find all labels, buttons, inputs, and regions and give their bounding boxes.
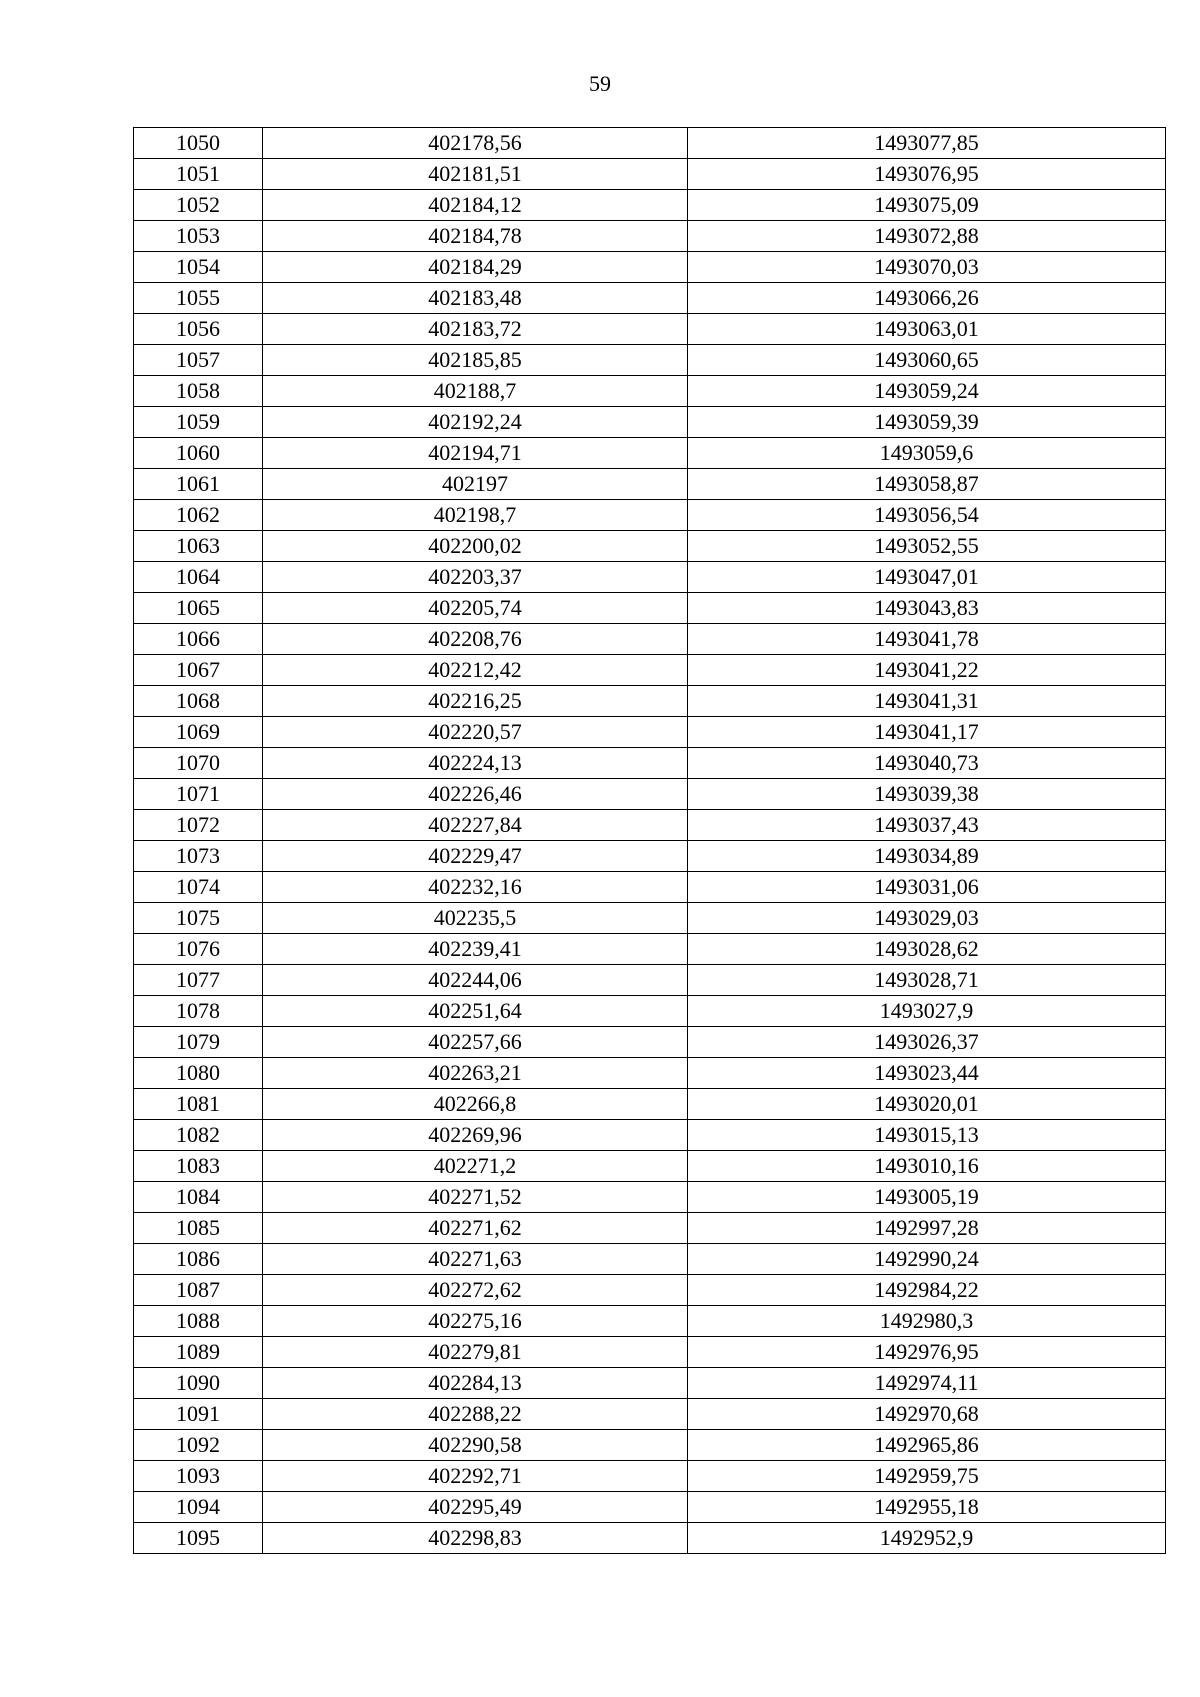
table-row — [134, 655, 1166, 686]
y-coordinate-cell: 1493056,54 — [688, 500, 1166, 531]
x-coordinate-cell: 402271,2 — [263, 1151, 688, 1182]
table-row — [134, 1461, 1166, 1492]
y-coordinate-cell: 1493047,01 — [688, 562, 1166, 593]
y-coordinate-cell: 1493070,03 — [688, 252, 1166, 283]
table-row — [134, 686, 1166, 717]
y-coordinate-cell: 1493015,13 — [688, 1120, 1166, 1151]
point-number-cell: 1086 — [134, 1244, 263, 1275]
y-coordinate-cell: 1493075,09 — [688, 190, 1166, 221]
y-coordinate-cell: 1493072,88 — [688, 221, 1166, 252]
table-row — [134, 1306, 1166, 1337]
table-row — [134, 221, 1166, 252]
y-coordinate-cell: 1492955,18 — [688, 1492, 1166, 1523]
point-number-cell: 1056 — [134, 314, 263, 345]
point-number-cell: 1059 — [134, 407, 263, 438]
table-row — [134, 1275, 1166, 1306]
table-row — [134, 1430, 1166, 1461]
point-number-cell: 1074 — [134, 872, 263, 903]
point-number-cell: 1064 — [134, 562, 263, 593]
table-row — [134, 252, 1166, 283]
x-coordinate-cell: 402181,51 — [263, 159, 688, 190]
point-number-cell: 1093 — [134, 1461, 263, 1492]
y-coordinate-cell: 1493059,24 — [688, 376, 1166, 407]
y-coordinate-cell: 1493063,01 — [688, 314, 1166, 345]
table-row — [134, 531, 1166, 562]
y-coordinate-cell: 1493029,03 — [688, 903, 1166, 934]
table-row — [134, 345, 1166, 376]
y-coordinate-cell: 1493066,26 — [688, 283, 1166, 314]
x-coordinate-cell: 402194,71 — [263, 438, 688, 469]
x-coordinate-cell: 402227,84 — [263, 810, 688, 841]
table-row — [134, 562, 1166, 593]
point-number-cell: 1081 — [134, 1089, 263, 1120]
x-coordinate-cell: 402257,66 — [263, 1027, 688, 1058]
point-number-cell: 1078 — [134, 996, 263, 1027]
x-coordinate-cell: 402188,7 — [263, 376, 688, 407]
x-coordinate-cell: 402184,12 — [263, 190, 688, 221]
y-coordinate-cell: 1493026,37 — [688, 1027, 1166, 1058]
x-coordinate-cell: 402198,7 — [263, 500, 688, 531]
point-number-cell: 1055 — [134, 283, 263, 314]
x-coordinate-cell: 402178,56 — [263, 128, 688, 159]
table-row — [134, 748, 1166, 779]
y-coordinate-cell: 1493020,01 — [688, 1089, 1166, 1120]
x-coordinate-cell: 402263,21 — [263, 1058, 688, 1089]
point-number-cell: 1068 — [134, 686, 263, 717]
point-number-cell: 1067 — [134, 655, 263, 686]
y-coordinate-cell: 1492990,24 — [688, 1244, 1166, 1275]
y-coordinate-cell: 1493039,38 — [688, 779, 1166, 810]
point-number-cell: 1065 — [134, 593, 263, 624]
table-row — [134, 1058, 1166, 1089]
y-coordinate-cell: 1493077,85 — [688, 128, 1166, 159]
point-number-cell: 1084 — [134, 1182, 263, 1213]
x-coordinate-cell: 402208,76 — [263, 624, 688, 655]
x-coordinate-cell: 402183,48 — [263, 283, 688, 314]
point-number-cell: 1053 — [134, 221, 263, 252]
table-row — [134, 1027, 1166, 1058]
y-coordinate-cell: 1493041,22 — [688, 655, 1166, 686]
table-row — [134, 376, 1166, 407]
table-row — [134, 717, 1166, 748]
x-coordinate-cell: 402184,29 — [263, 252, 688, 283]
table-row — [134, 779, 1166, 810]
point-number-cell: 1087 — [134, 1275, 263, 1306]
y-coordinate-cell: 1493023,44 — [688, 1058, 1166, 1089]
x-coordinate-cell: 402271,52 — [263, 1182, 688, 1213]
x-coordinate-cell: 402192,24 — [263, 407, 688, 438]
x-coordinate-cell: 402275,16 — [263, 1306, 688, 1337]
y-coordinate-cell: 1492980,3 — [688, 1306, 1166, 1337]
table-row — [134, 159, 1166, 190]
y-coordinate-cell: 1493058,87 — [688, 469, 1166, 500]
x-coordinate-cell: 402271,63 — [263, 1244, 688, 1275]
point-number-cell: 1071 — [134, 779, 263, 810]
y-coordinate-cell: 1493037,43 — [688, 810, 1166, 841]
x-coordinate-cell: 402269,96 — [263, 1120, 688, 1151]
coordinates-table — [133, 127, 1166, 1554]
y-coordinate-cell: 1492976,95 — [688, 1337, 1166, 1368]
table-row — [134, 1089, 1166, 1120]
point-number-cell: 1073 — [134, 841, 263, 872]
table-row — [134, 593, 1166, 624]
point-number-cell: 1091 — [134, 1399, 263, 1430]
y-coordinate-cell: 1493005,19 — [688, 1182, 1166, 1213]
table-row — [134, 624, 1166, 655]
x-coordinate-cell: 402298,83 — [263, 1523, 688, 1554]
point-number-cell: 1058 — [134, 376, 263, 407]
table-row — [134, 283, 1166, 314]
x-coordinate-cell: 402251,64 — [263, 996, 688, 1027]
y-coordinate-cell: 1493076,95 — [688, 159, 1166, 190]
table-row — [134, 1244, 1166, 1275]
point-number-cell: 1062 — [134, 500, 263, 531]
point-number-cell: 1083 — [134, 1151, 263, 1182]
x-coordinate-cell: 402290,58 — [263, 1430, 688, 1461]
point-number-cell: 1063 — [134, 531, 263, 562]
table-row — [134, 872, 1166, 903]
x-coordinate-cell: 402292,71 — [263, 1461, 688, 1492]
point-number-cell: 1077 — [134, 965, 263, 996]
point-number-cell: 1080 — [134, 1058, 263, 1089]
point-number-cell: 1094 — [134, 1492, 263, 1523]
point-number-cell: 1090 — [134, 1368, 263, 1399]
table-row — [134, 1523, 1166, 1554]
table-row — [134, 1337, 1166, 1368]
point-number-cell: 1076 — [134, 934, 263, 965]
table-row — [134, 190, 1166, 221]
y-coordinate-cell: 1493041,31 — [688, 686, 1166, 717]
x-coordinate-cell: 402239,41 — [263, 934, 688, 965]
page-number: 59 — [589, 71, 611, 96]
point-number-cell: 1070 — [134, 748, 263, 779]
table-row — [134, 438, 1166, 469]
table-row — [134, 407, 1166, 438]
point-number-cell: 1079 — [134, 1027, 263, 1058]
x-coordinate-cell: 402200,02 — [263, 531, 688, 562]
x-coordinate-cell: 402288,22 — [263, 1399, 688, 1430]
y-coordinate-cell: 1493041,78 — [688, 624, 1166, 655]
x-coordinate-cell: 402266,8 — [263, 1089, 688, 1120]
point-number-cell: 1052 — [134, 190, 263, 221]
x-coordinate-cell: 402197 — [263, 469, 688, 500]
table-row — [134, 996, 1166, 1027]
table-row — [134, 903, 1166, 934]
x-coordinate-cell: 402272,62 — [263, 1275, 688, 1306]
coordinates-table-body — [134, 128, 1166, 1554]
x-coordinate-cell: 402216,25 — [263, 686, 688, 717]
point-number-cell: 1051 — [134, 159, 263, 190]
y-coordinate-cell: 1493031,06 — [688, 872, 1166, 903]
point-number-cell: 1082 — [134, 1120, 263, 1151]
y-coordinate-cell: 1493060,65 — [688, 345, 1166, 376]
table-row — [134, 934, 1166, 965]
y-coordinate-cell: 1493059,39 — [688, 407, 1166, 438]
point-number-cell: 1085 — [134, 1213, 263, 1244]
y-coordinate-cell: 1492952,9 — [688, 1523, 1166, 1554]
y-coordinate-cell: 1493028,71 — [688, 965, 1166, 996]
table-row — [134, 128, 1166, 159]
y-coordinate-cell: 1493027,9 — [688, 996, 1166, 1027]
point-number-cell: 1089 — [134, 1337, 263, 1368]
point-number-cell: 1075 — [134, 903, 263, 934]
x-coordinate-cell: 402226,46 — [263, 779, 688, 810]
x-coordinate-cell: 402244,06 — [263, 965, 688, 996]
point-number-cell: 1060 — [134, 438, 263, 469]
table-row — [134, 469, 1166, 500]
x-coordinate-cell: 402205,74 — [263, 593, 688, 624]
point-number-cell: 1050 — [134, 128, 263, 159]
x-coordinate-cell: 402184,78 — [263, 221, 688, 252]
x-coordinate-cell: 402232,16 — [263, 872, 688, 903]
point-number-cell: 1061 — [134, 469, 263, 500]
y-coordinate-cell: 1493028,62 — [688, 934, 1166, 965]
point-number-cell: 1069 — [134, 717, 263, 748]
y-coordinate-cell: 1492959,75 — [688, 1461, 1166, 1492]
x-coordinate-cell: 402295,49 — [263, 1492, 688, 1523]
point-number-cell: 1054 — [134, 252, 263, 283]
y-coordinate-cell: 1492997,28 — [688, 1213, 1166, 1244]
y-coordinate-cell: 1493043,83 — [688, 593, 1166, 624]
point-number-cell: 1072 — [134, 810, 263, 841]
table-row — [134, 841, 1166, 872]
x-coordinate-cell: 402203,37 — [263, 562, 688, 593]
table-row — [134, 500, 1166, 531]
x-coordinate-cell: 402229,47 — [263, 841, 688, 872]
point-number-cell: 1057 — [134, 345, 263, 376]
y-coordinate-cell: 1492974,11 — [688, 1368, 1166, 1399]
y-coordinate-cell: 1493041,17 — [688, 717, 1166, 748]
table-row — [134, 1492, 1166, 1523]
y-coordinate-cell: 1492965,86 — [688, 1430, 1166, 1461]
y-coordinate-cell: 1493059,6 — [688, 438, 1166, 469]
table-row — [134, 1368, 1166, 1399]
table-row — [134, 1213, 1166, 1244]
point-number-cell: 1095 — [134, 1523, 263, 1554]
x-coordinate-cell: 402235,5 — [263, 903, 688, 934]
table-row — [134, 810, 1166, 841]
x-coordinate-cell: 402279,81 — [263, 1337, 688, 1368]
x-coordinate-cell: 402271,62 — [263, 1213, 688, 1244]
y-coordinate-cell: 1493010,16 — [688, 1151, 1166, 1182]
x-coordinate-cell: 402224,13 — [263, 748, 688, 779]
x-coordinate-cell: 402284,13 — [263, 1368, 688, 1399]
table-row — [134, 1182, 1166, 1213]
y-coordinate-cell: 1493052,55 — [688, 531, 1166, 562]
point-number-cell: 1088 — [134, 1306, 263, 1337]
table-row — [134, 1151, 1166, 1182]
x-coordinate-cell: 402183,72 — [263, 314, 688, 345]
y-coordinate-cell: 1492984,22 — [688, 1275, 1166, 1306]
table-row — [134, 314, 1166, 345]
point-number-cell: 1066 — [134, 624, 263, 655]
point-number-cell: 1092 — [134, 1430, 263, 1461]
y-coordinate-cell: 1493034,89 — [688, 841, 1166, 872]
y-coordinate-cell: 1493040,73 — [688, 748, 1166, 779]
y-coordinate-cell: 1492970,68 — [688, 1399, 1166, 1430]
x-coordinate-cell: 402220,57 — [263, 717, 688, 748]
table-row — [134, 965, 1166, 996]
x-coordinate-cell: 402212,42 — [263, 655, 688, 686]
table-row — [134, 1399, 1166, 1430]
x-coordinate-cell: 402185,85 — [263, 345, 688, 376]
table-row — [134, 1120, 1166, 1151]
